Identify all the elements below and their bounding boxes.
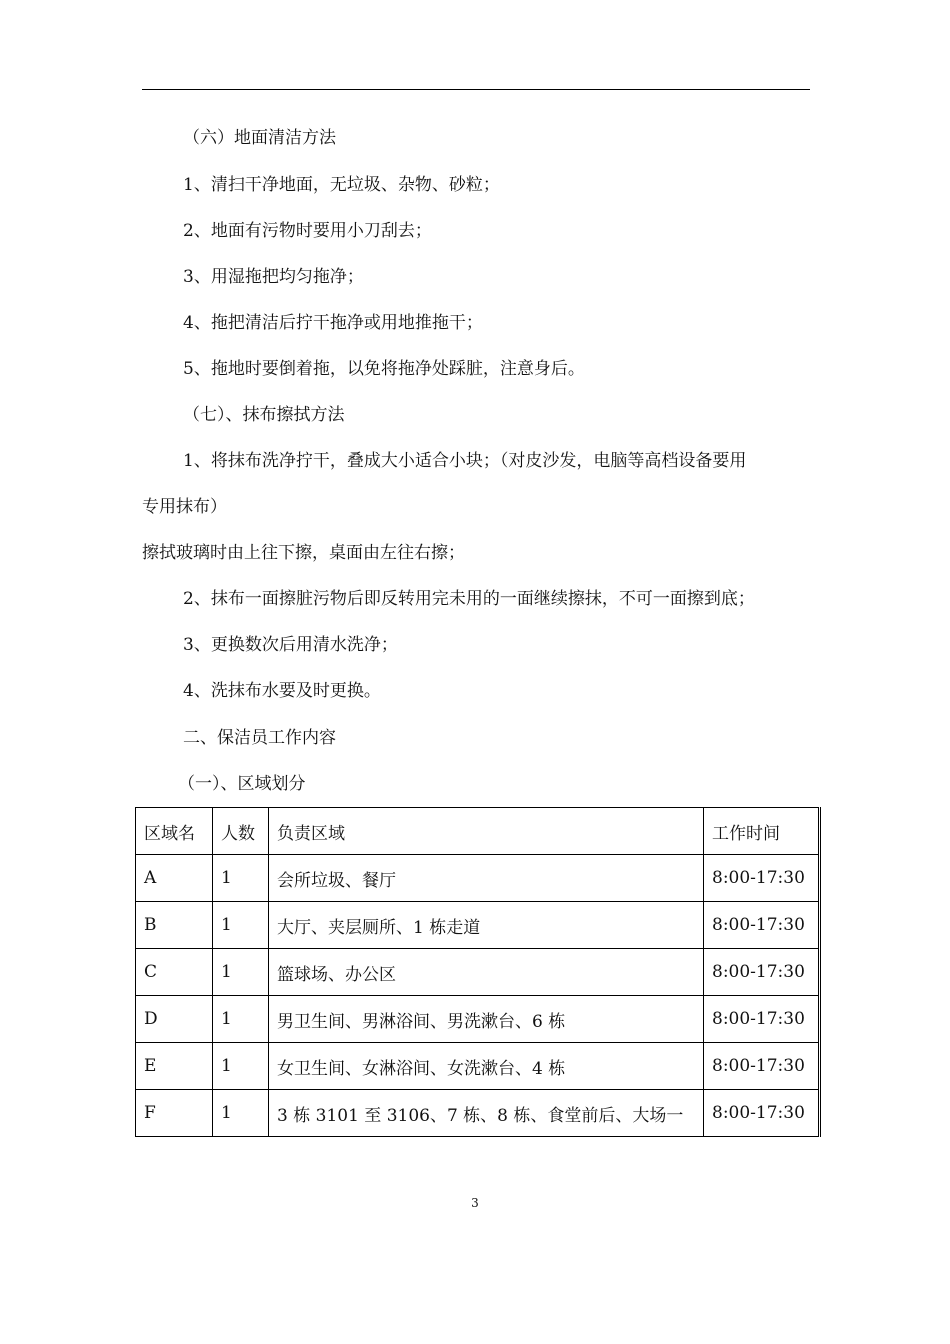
- cell-headcount: 1: [213, 949, 269, 996]
- cell-responsible-area: 会所垃圾、餐厅: [269, 855, 704, 902]
- cloth-step-3: 3、更换数次后用清水洗净；: [183, 635, 398, 655]
- table-row: [136, 1043, 820, 1090]
- header-responsible-area: 负责区域: [269, 808, 704, 855]
- cell-area-name: F: [136, 1090, 213, 1137]
- cloth-step-1: 1、将抹布洗净拧干，叠成大小适合小块；（对皮沙发，电脑等高档设备要用: [183, 451, 747, 471]
- header-rule: [142, 89, 810, 90]
- cell-area-name: D: [136, 996, 213, 1043]
- cell-work-hours: 8:00-17:30: [704, 902, 820, 949]
- section-title-cloth-wiping: （七）、抹布擦拭方法: [183, 405, 345, 425]
- floor-step-2: 2、地面有污物时要用小刀刮去；: [183, 221, 432, 241]
- cloth-step-1-note: 擦拭玻璃时由上往下擦，桌面由左往右擦；: [142, 543, 465, 563]
- cell-headcount: 1: [213, 855, 269, 902]
- header-area-name: 区域名: [136, 808, 213, 855]
- cell-work-hours: 8:00-17:30: [704, 855, 820, 902]
- cell-headcount: 1: [213, 1090, 269, 1137]
- header-headcount: 人数: [213, 808, 269, 855]
- cell-area-name: B: [136, 902, 213, 949]
- cell-responsible-area: 女卫生间、女淋浴间、女洗漱台、4 栋: [269, 1043, 704, 1090]
- area-division-table: [135, 807, 821, 1137]
- cell-headcount: 1: [213, 902, 269, 949]
- floor-step-4: 4、拖把清洁后拧干拖净或用地推拖干；: [183, 313, 483, 333]
- page-number: 3: [471, 1196, 479, 1210]
- table-row: [136, 902, 820, 949]
- cell-work-hours: 8:00-17:30: [704, 949, 820, 996]
- floor-step-1: 1、清扫干净地面，无垃圾、杂物、砂粒；: [183, 175, 500, 195]
- floor-step-3: 3、用湿拖把均匀拖净；: [183, 267, 364, 287]
- table-header-row: [136, 808, 820, 855]
- cell-work-hours: 8:00-17:30: [704, 1090, 820, 1137]
- cell-headcount: 1: [213, 996, 269, 1043]
- table-row: [136, 996, 820, 1043]
- section-title-floor-cleaning: （六）地面清洁方法: [183, 128, 336, 148]
- cloth-step-4: 4、洗抹布水要及时更换。: [183, 681, 381, 701]
- cell-responsible-area: 3 栋 3101 至 3106、7 栋、8 栋、食堂前后、大场一: [269, 1090, 704, 1137]
- table-row: [136, 1090, 820, 1137]
- cell-work-hours: 8:00-17:30: [704, 996, 820, 1043]
- table-row: [136, 855, 820, 902]
- cell-area-name: C: [136, 949, 213, 996]
- floor-step-5: 5、拖地时要倒着拖，以免将拖净处踩脏，注意身后。: [183, 359, 585, 379]
- cell-area-name: A: [136, 855, 213, 902]
- cell-area-name: E: [136, 1043, 213, 1090]
- cell-responsible-area: 男卫生间、男淋浴间、男洗漱台、6 栋: [269, 996, 704, 1043]
- cell-responsible-area: 篮球场、办公区: [269, 949, 704, 996]
- subsection-area-division: （一）、区域划分: [178, 774, 306, 794]
- cell-headcount: 1: [213, 1043, 269, 1090]
- header-work-hours: 工作时间: [704, 808, 820, 855]
- part-two-title: 二、保洁员工作内容: [183, 728, 336, 748]
- cloth-step-2: 2、抹布一面擦脏污物后即反转用完未用的一面继续擦抹，不可一面擦到底；: [183, 589, 755, 609]
- cell-work-hours: 8:00-17:30: [704, 1043, 820, 1090]
- cloth-step-1-continued: 专用抹布）: [142, 497, 227, 517]
- cell-responsible-area: 大厅、夹层厕所、1 栋走道: [269, 902, 704, 949]
- table-row: [136, 949, 820, 996]
